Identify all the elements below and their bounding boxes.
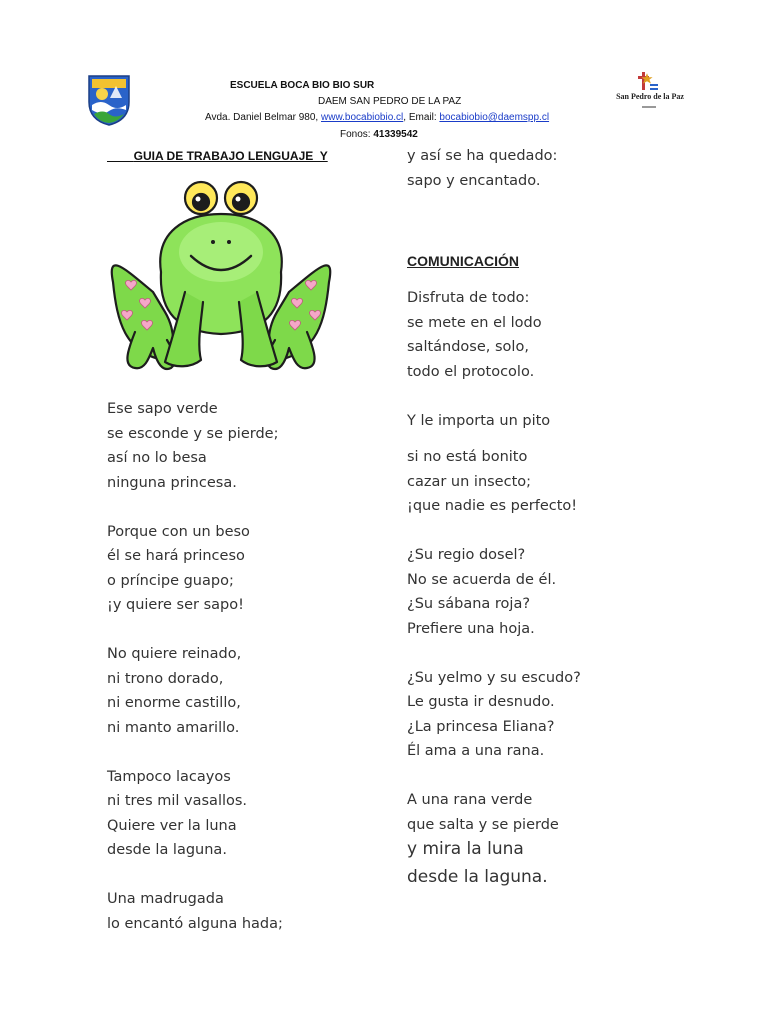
address-text: Avda. Daniel Belmar 980, (205, 112, 319, 123)
poem-line: ni tres mil vasallos. (107, 793, 248, 809)
poem-line: Una madrugada (107, 891, 224, 907)
poem-line: ni enorme castillo, (107, 695, 241, 711)
poem-stanza (407, 445, 727, 519)
poem-line: ¡y quiere ser sapo! (107, 597, 244, 613)
poem-left-column (107, 397, 387, 936)
poem-line: y mira la luna (407, 839, 524, 859)
poem-stanza (407, 666, 727, 764)
phone-line (340, 129, 418, 140)
poem-line: Tampoco lacayos (107, 768, 231, 785)
poem-line: No quiere reinado, (107, 646, 242, 662)
poem-line: Quiere ver la luna (107, 817, 237, 834)
municipality-logo (612, 70, 688, 114)
poem-line: Disfruta de todo: (407, 290, 530, 306)
poem-line: se esconde y se pierde; (107, 425, 279, 442)
poem-stanza (407, 543, 727, 641)
poem-line: se mete en el lodo (407, 314, 542, 331)
poem-line: y así se ha quedado: (407, 148, 558, 164)
poem-line: Ese sapo verde (107, 401, 218, 417)
poem-line: que salta y se pierde (407, 816, 559, 833)
poem-right-column (407, 286, 727, 837)
poem-line: Él ama a una rana. (407, 743, 545, 759)
phone-number: 41339542 (373, 129, 418, 140)
poem-line: ¿La princesa Eliana? (407, 718, 555, 735)
poem-line: Y le importa un pito (407, 412, 551, 429)
poem-stanza (407, 788, 727, 837)
poem-stanza (107, 887, 387, 936)
poem-line: ¿Su regio dosel? (407, 547, 526, 563)
poem-stanza (407, 286, 727, 384)
poem-line: Prefiere una hoja. (407, 620, 535, 637)
poem-stanza (107, 520, 387, 618)
school-name: ESCUELA BOCA BIO BIO SUR (230, 80, 375, 91)
municipality-logo-text: San Pedro de la Paz (616, 92, 684, 101)
poem-stanza (407, 409, 727, 434)
poem-line: si no está bonito (407, 449, 528, 465)
frog-illustration (105, 172, 337, 384)
guide-title: GUIA DE TRABAJO LENGUAJE Y (133, 149, 328, 163)
poem-line: ninguna princesa. (107, 474, 237, 491)
poem-line: ¿Su yelmo y su escudo? (407, 669, 581, 686)
poem-line: todo el protocolo. (407, 363, 535, 380)
poem-line: A una rana verde (407, 792, 533, 808)
poem-line: Le gusta ir desnudo. (407, 694, 555, 710)
email-label: , Email: (403, 112, 437, 123)
poem-line: lo encantó alguna hada; (107, 915, 283, 932)
poem-line: desde la laguna. (407, 867, 548, 887)
poem-stanza (107, 397, 387, 495)
poem-line: cazar un insecto; (407, 473, 532, 490)
poem-stanza (107, 642, 387, 740)
poem-line: así no lo besa (107, 450, 207, 466)
poem-stanza (107, 765, 387, 863)
address-line (205, 112, 549, 123)
phone-label: Fonos: (340, 129, 371, 140)
poem-line: ¿Su sábana roja? (407, 596, 531, 612)
school-logo (86, 72, 132, 126)
poem-line: o príncipe guapo; (107, 572, 234, 589)
poem-line: Porque con un beso (107, 523, 250, 540)
poem-line: No se acuerda de él. (407, 571, 557, 588)
poem-line: él se hará princeso (107, 548, 245, 564)
email-link[interactable]: bocabiobio@daemspp.cl (439, 112, 550, 123)
poem-right-ending (407, 835, 727, 891)
poem-right-top (407, 144, 727, 193)
poem-line: ¡que nadie es perfecto! (407, 498, 578, 514)
poem-line: ni trono dorado, (107, 670, 224, 687)
section-title: COMUNICACIÓN (407, 253, 519, 269)
website-link[interactable]: www.bocabiobio.cl (321, 112, 404, 123)
poem-line: sapo y encantado. (407, 172, 541, 189)
daem-name: DAEM SAN PEDRO DE LA PAZ (318, 96, 462, 107)
poem-line: saltándose, solo, (407, 339, 529, 355)
poem-line: desde la laguna. (107, 842, 227, 858)
poem-line: ni manto amarillo. (107, 719, 240, 736)
